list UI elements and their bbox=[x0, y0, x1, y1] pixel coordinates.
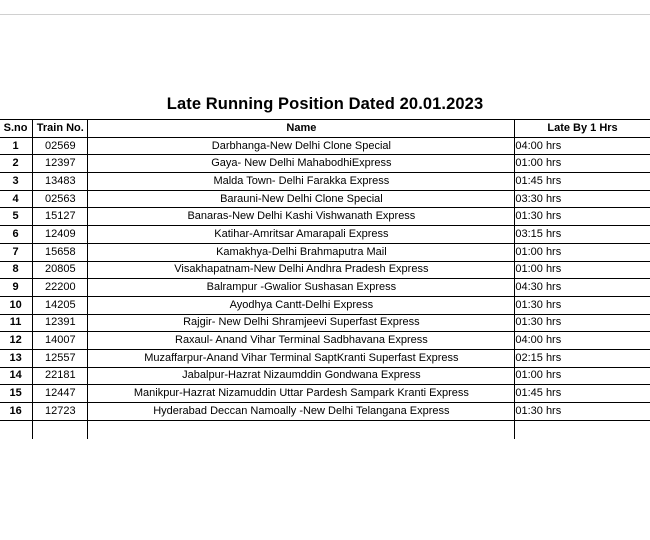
cell-train-no: 12397 bbox=[33, 155, 88, 173]
table-row bbox=[0, 332, 650, 350]
table-row bbox=[0, 349, 650, 367]
cell-late-by: 01:45 hrs bbox=[515, 385, 650, 403]
cell-sno: 16 bbox=[0, 403, 33, 421]
column-header-late-by: Late By 1 Hrs bbox=[515, 120, 650, 138]
cell-train-no: 12409 bbox=[33, 226, 88, 244]
table-row bbox=[0, 314, 650, 332]
cell-sno: 14 bbox=[0, 367, 33, 385]
late-running-table bbox=[0, 119, 650, 439]
empty-cell bbox=[515, 420, 650, 439]
table-row bbox=[0, 261, 650, 279]
cell-train-no: 12557 bbox=[33, 349, 88, 367]
cell-train-name: Balrampur -Gwalior Sushasan Express bbox=[88, 279, 515, 297]
cell-late-by: 01:00 hrs bbox=[515, 367, 650, 385]
cell-train-no: 14205 bbox=[33, 296, 88, 314]
cell-late-by: 04:00 hrs bbox=[515, 137, 650, 155]
cell-train-name: Malda Town- Delhi Farakka Express bbox=[88, 173, 515, 191]
cell-sno: 4 bbox=[0, 190, 33, 208]
table-row bbox=[0, 296, 650, 314]
cell-late-by: 04:30 hrs bbox=[515, 279, 650, 297]
table-row bbox=[0, 190, 650, 208]
cell-train-no: 02569 bbox=[33, 137, 88, 155]
cell-train-name: Banaras-New Delhi Kashi Vishwanath Express bbox=[88, 208, 515, 226]
table-body bbox=[0, 137, 650, 439]
cell-sno: 8 bbox=[0, 261, 33, 279]
cell-train-no: 02563 bbox=[33, 190, 88, 208]
cell-late-by: 01:30 hrs bbox=[515, 314, 650, 332]
cell-late-by: 01:30 hrs bbox=[515, 403, 650, 421]
cell-train-name: Muzaffarpur-Anand Vihar Terminal SaptKranti Superfast Express bbox=[88, 349, 515, 367]
cell-train-name: Jabalpur-Hazrat Nizaumddin Gondwana Express bbox=[88, 367, 515, 385]
cell-train-no: 15658 bbox=[33, 243, 88, 261]
cell-train-no: 14007 bbox=[33, 332, 88, 350]
cell-sno: 5 bbox=[0, 208, 33, 226]
table-empty-row bbox=[0, 420, 650, 439]
cell-train-name: Visakhapatnam-New Delhi Andhra Pradesh Express bbox=[88, 261, 515, 279]
cell-train-no: 20805 bbox=[33, 261, 88, 279]
cell-train-name: Barauni-New Delhi Clone Special bbox=[88, 190, 515, 208]
column-header-train-no: Train No. bbox=[33, 120, 88, 138]
cell-train-name: Hyderabad Deccan Namoally -New Delhi Telangana Express bbox=[88, 403, 515, 421]
cell-train-name: Manikpur-Hazrat Nizamuddin Uttar Pardesh Sampark Kranti Express bbox=[88, 385, 515, 403]
cell-late-by: 04:00 hrs bbox=[515, 332, 650, 350]
cell-late-by: 01:00 hrs bbox=[515, 243, 650, 261]
cell-sno: 3 bbox=[0, 173, 33, 191]
cell-train-name: Ayodhya Cantt-Delhi Express bbox=[88, 296, 515, 314]
cell-late-by: 01:30 hrs bbox=[515, 208, 650, 226]
table-header-row bbox=[0, 120, 650, 138]
cell-sno: 13 bbox=[0, 349, 33, 367]
cell-train-name: Kamakhya-Delhi Brahmaputra Mail bbox=[88, 243, 515, 261]
table-row bbox=[0, 279, 650, 297]
empty-cell bbox=[88, 420, 515, 439]
cell-train-no: 22181 bbox=[33, 367, 88, 385]
cell-train-name: Katihar-Amritsar Amarapali Express bbox=[88, 226, 515, 244]
table-row bbox=[0, 243, 650, 261]
table-row bbox=[0, 403, 650, 421]
table-row bbox=[0, 226, 650, 244]
cell-late-by: 01:00 hrs bbox=[515, 261, 650, 279]
cell-sno: 2 bbox=[0, 155, 33, 173]
cell-late-by: 02:15 hrs bbox=[515, 349, 650, 367]
table-row bbox=[0, 385, 650, 403]
table-row bbox=[0, 367, 650, 385]
cell-train-no: 12447 bbox=[33, 385, 88, 403]
table-row bbox=[0, 137, 650, 155]
cell-late-by: 01:45 hrs bbox=[515, 173, 650, 191]
cell-sno: 10 bbox=[0, 296, 33, 314]
top-gridline bbox=[0, 14, 650, 15]
empty-cell bbox=[0, 420, 33, 439]
cell-sno: 12 bbox=[0, 332, 33, 350]
table-row bbox=[0, 173, 650, 191]
column-header-sno: S.no bbox=[0, 120, 33, 138]
cell-train-no: 22200 bbox=[33, 279, 88, 297]
cell-train-no: 12723 bbox=[33, 403, 88, 421]
cell-train-name: Rajgir- New Delhi Shramjeevi Superfast Express bbox=[88, 314, 515, 332]
table-row bbox=[0, 155, 650, 173]
cell-sno: 11 bbox=[0, 314, 33, 332]
column-header-name: Name bbox=[88, 120, 515, 138]
cell-train-no: 13483 bbox=[33, 173, 88, 191]
cell-late-by: 03:30 hrs bbox=[515, 190, 650, 208]
cell-train-no: 12391 bbox=[33, 314, 88, 332]
cell-train-name: Darbhanga-New Delhi Clone Special bbox=[88, 137, 515, 155]
cell-train-no: 15127 bbox=[33, 208, 88, 226]
cell-train-name: Gaya- New Delhi MahabodhiExpress bbox=[88, 155, 515, 173]
cell-late-by: 01:30 hrs bbox=[515, 296, 650, 314]
empty-cell bbox=[33, 420, 88, 439]
cell-late-by: 03:15 hrs bbox=[515, 226, 650, 244]
cell-sno: 1 bbox=[0, 137, 33, 155]
cell-train-name: Raxaul- Anand Vihar Terminal Sadbhavana Express bbox=[88, 332, 515, 350]
cell-sno: 7 bbox=[0, 243, 33, 261]
cell-late-by: 01:00 hrs bbox=[515, 155, 650, 173]
cell-sno: 6 bbox=[0, 226, 33, 244]
page-title: Late Running Position Dated 20.01.2023 bbox=[166, 95, 484, 113]
cell-sno: 9 bbox=[0, 279, 33, 297]
table-row bbox=[0, 208, 650, 226]
cell-sno: 15 bbox=[0, 385, 33, 403]
